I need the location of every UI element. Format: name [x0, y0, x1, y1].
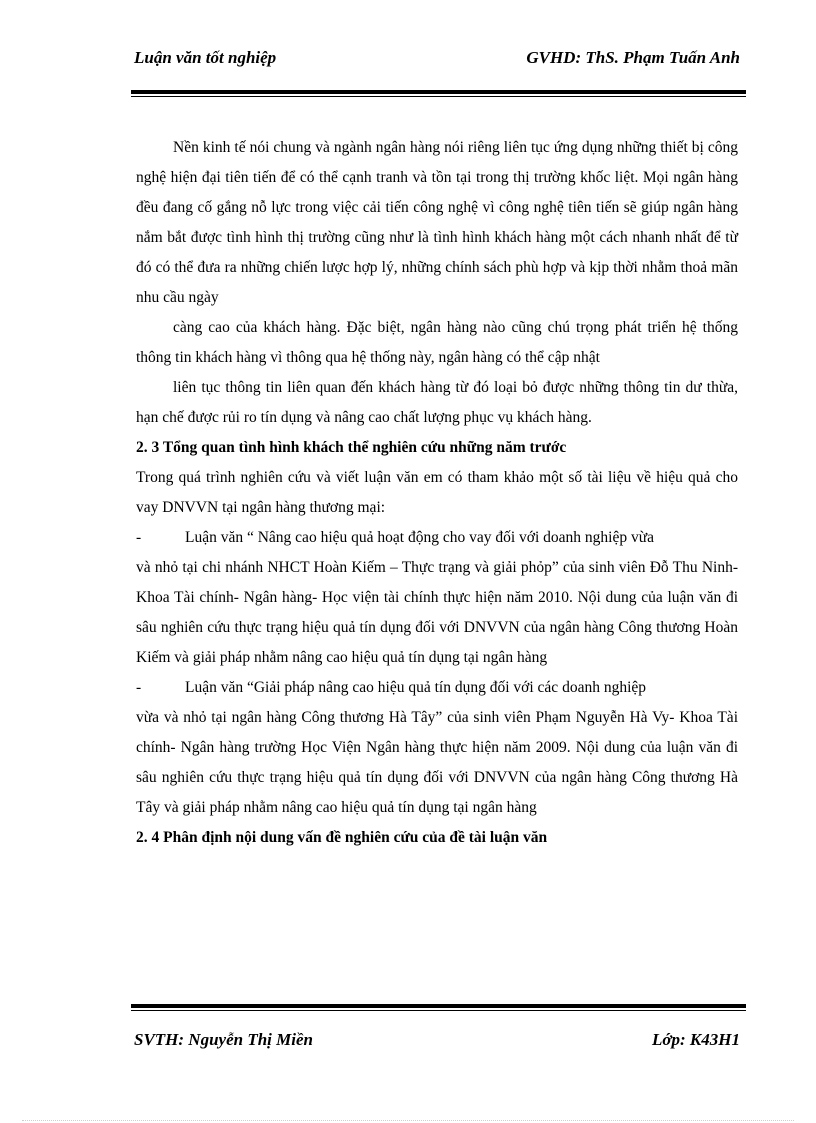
paragraph-1: Nền kinh tế nói chung và ngành ngân hàng nói riêng liên tục ứng dụng những thiết bị công nghệ hiện đại tiên tiến để có thể cạnh tranh và tồn tại trong thị trường khốc liệt. Mọi ngân hàng đều đang cố gắng nỗ lực trong việc cải tiến công nghệ vì công nghệ tiên tiến sẽ giúp ngân hàng nắm bắt được tình hình thị trường cũng như là tình hình khách hàng một cách nhanh nhất để từ đó có thể đưa ra những chiến lược hợp lý, những chính sách phù hợp và kịp thời nhằm thoả mãn nhu cầu ngày: [136, 139, 738, 306]
bullet-item-1: [136, 523, 738, 553]
bullet-dash: -: [136, 529, 142, 546]
header-thesis-title: Luận văn tốt nghiệp: [134, 48, 277, 67]
bullet-dash: -: [136, 679, 142, 696]
page-body: [136, 133, 738, 853]
page-edge-dotted-line: [22, 1120, 794, 1121]
footer-rule-thin: [131, 1010, 746, 1011]
header-rule-thick: [131, 90, 746, 94]
bullet-1-first-line: Luận văn “ Nâng cao hiệu quả hoạt động cho vay đối với doanh nghiệp vừa: [185, 529, 654, 546]
footer-student: SVTH: Nguyễn Thị Miền: [134, 1030, 313, 1049]
section-heading-2-3: 2. 3 Tổng quan tình hình khách thể nghiên cứu những năm trước: [136, 439, 567, 456]
bullet-2-continuation: vừa và nhỏ tại ngân hàng Công thương Hà Tây” của sinh viên Phạm Nguyễn Hà Vy- Khoa Tài chính- Ngân hàng trường Học Viện Ngân hàng thực hiện năm 2009. Nội dung của luận văn đi sâu nghiên cứu thực trạng hiệu quả tín dụng đối với DNVVN của ngân hàng Công thương Hà Tây và giải pháp nhằm nâng cao hiệu quả tín dụng tại ngân hàng: [136, 709, 738, 816]
bullet-1-continuation: và nhỏ tại chi nhánh NHCT Hoàn Kiếm – Thực trạng và giải phỏp” của sinh viên Đỗ Thu Ninh- Khoa Tài chính- Ngân hàng- Học viện tài chính thực hiện năm 2010. Nội dung của luận văn đi sâu nghiên cứu thực trạng hiệu quả tín dụng đối với DNVVN của ngân hàng Công thương Hoàn Kiếm và giải pháp nhằm nâng cao hiệu quả tín dụng tại ngân hàng: [136, 559, 738, 666]
header-rule: [131, 90, 746, 97]
paragraph-3: liên tục thông tin liên quan đến khách hàng từ đó loại bỏ được những thông tin dư thừa, hạn chế được rủi ro tín dụng và nâng cao chất lượng phục vụ khách hàng.: [136, 379, 738, 426]
bullet-item-2: [136, 673, 738, 703]
header-rule-thin: [131, 96, 746, 97]
page-header: [134, 48, 740, 74]
header-advisor: GVHD: ThS. Phạm Tuấn Anh: [526, 48, 740, 67]
paragraph-2: càng cao của khách hàng. Đặc biệt, ngân hàng nào cũng chú trọng phát triển hệ thống thông tin khách hàng vì thông qua hệ thống này, ngân hàng có thể cập nhật: [136, 319, 738, 366]
footer-rule: [131, 1004, 746, 1011]
bullet-2-first-line: Luận văn “Giải pháp nâng cao hiệu quả tín dụng đối với các doanh nghiệp: [185, 679, 647, 696]
footer-class: Lớp: K43H1: [652, 1030, 740, 1049]
footer-rule-thick: [131, 1004, 746, 1008]
section-heading-2-4: 2. 4 Phân định nội dung vấn đề nghiên cứu của đề tài luận văn: [136, 829, 548, 846]
intro-paragraph: Trong quá trình nghiên cứu và viết luận văn em có tham khảo một số tài liệu về hiệu quả cho vay DNVVN tại ngân hàng thương mại:: [136, 469, 738, 516]
